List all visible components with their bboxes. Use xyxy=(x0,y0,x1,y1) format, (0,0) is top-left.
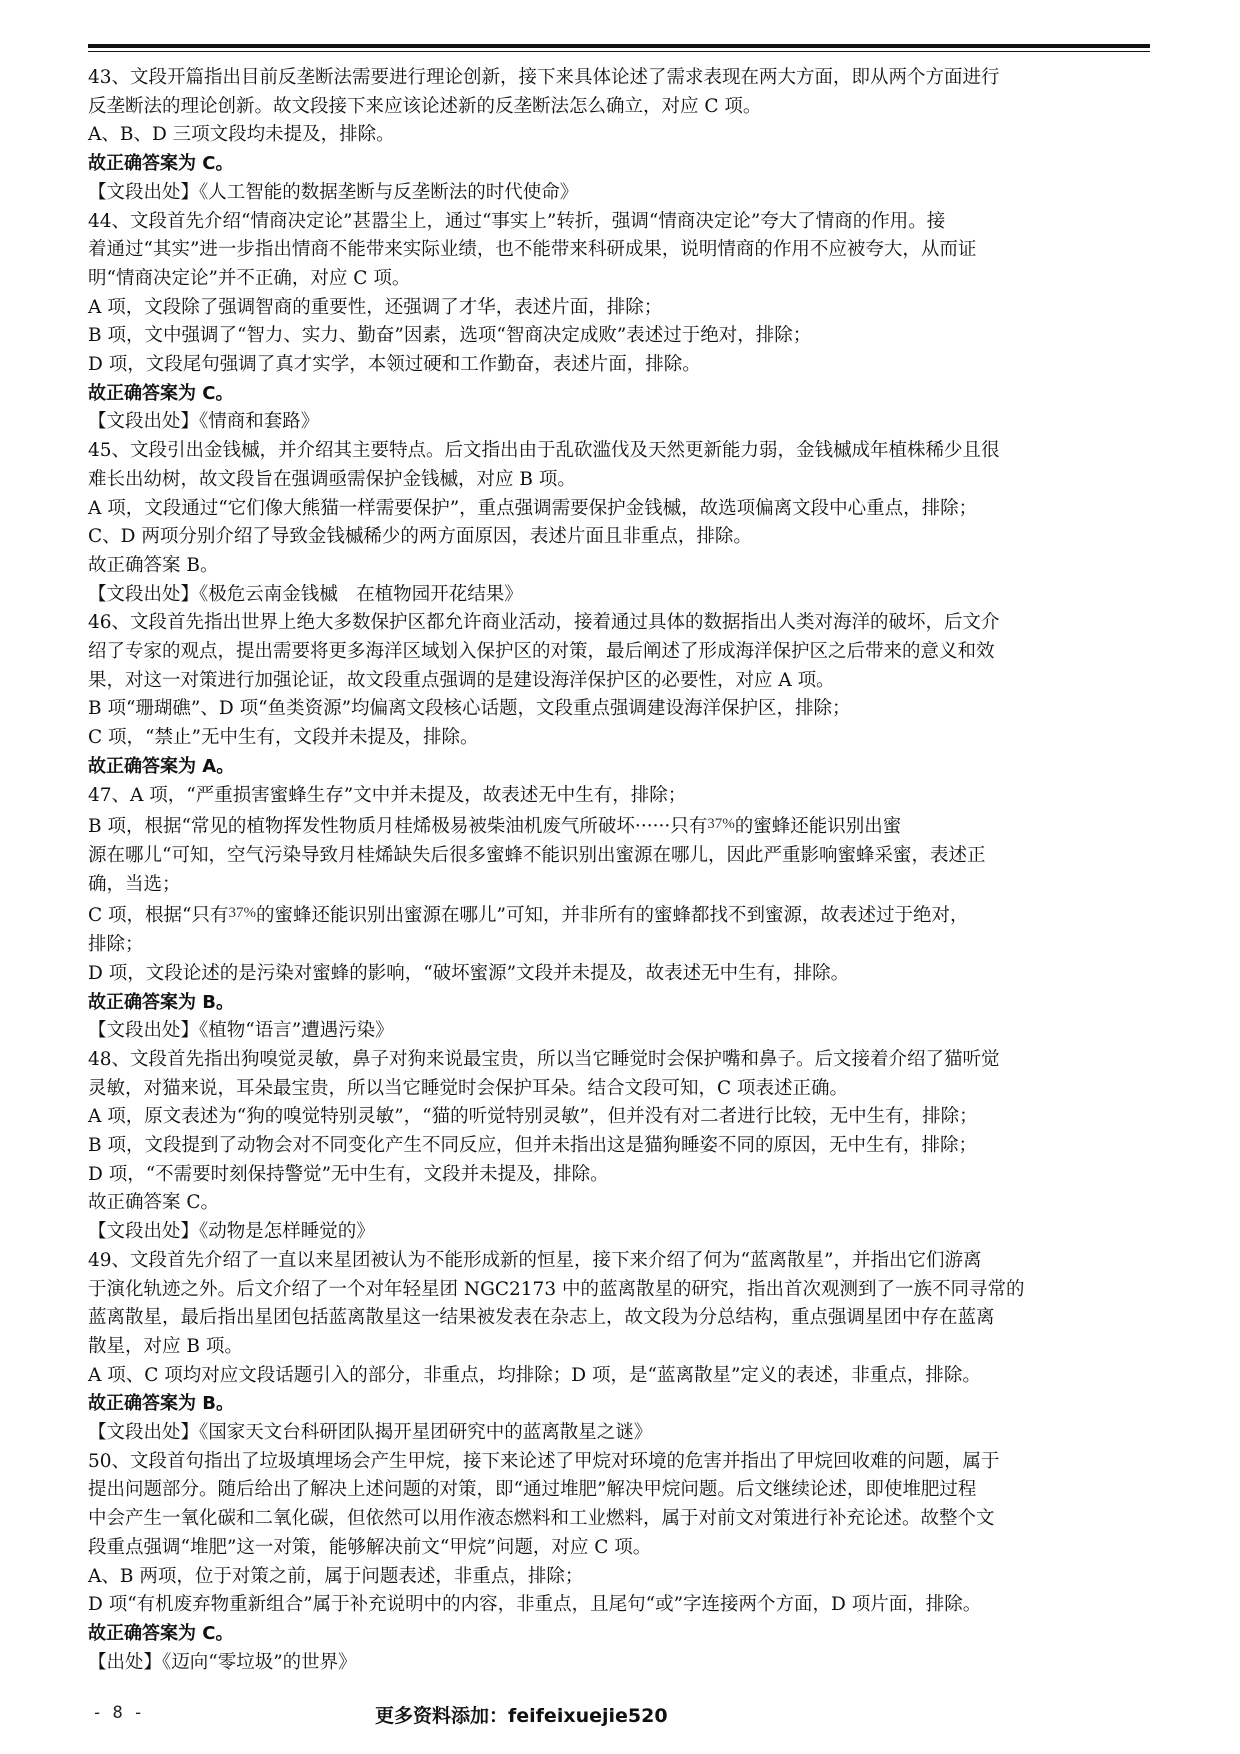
text-line xyxy=(88,1333,1150,1362)
line-text: 故正确答案 B。 xyxy=(88,554,219,576)
line-text: 故正确答案为 B。 xyxy=(88,991,234,1013)
text-line xyxy=(88,1419,1150,1448)
text-line xyxy=(88,1563,1150,1592)
line-text: 45、文段引出金钱槭，并介绍其主要特点。后文指出由于乱砍滥伐及天然更新能力弱，金钱槭成年植株稀少且很 xyxy=(88,440,1000,462)
text-line xyxy=(88,810,1150,842)
line-text: B 项“珊瑚礁”、D 项“鱼类资源”均偏离文段核心话题，文段重点强调建设海洋保护区，排除； xyxy=(88,698,851,720)
line-text: 50、文段首句指出了垃圾填埋场会产生甲烷，接下来论述了甲烷对环境的危害并指出了甲烷回收难的问题，属于 xyxy=(88,1450,1000,1472)
text-line xyxy=(88,1132,1150,1161)
line-text: 故正确答案为 A。 xyxy=(88,755,235,777)
line-text: A 项，原文表述为“狗的嗅觉特别灵敏”，“猫的听觉特别灵敏”，但并没有对二者进行比较，无中生有，排除； xyxy=(88,1106,978,1128)
line-text: D 项，文段尾句强调了真才实学，本领过硬和工作勤奋，表述片面，排除。 xyxy=(88,354,701,376)
text-line xyxy=(88,495,1150,524)
text-line xyxy=(88,695,1150,724)
percent-figure: 37% xyxy=(707,816,735,833)
text-line xyxy=(88,960,1150,989)
text-line xyxy=(88,1649,1150,1678)
text-line xyxy=(88,1505,1150,1534)
text-line xyxy=(88,236,1150,265)
answer-line xyxy=(88,753,1150,782)
text-line xyxy=(88,1046,1150,1075)
line-text: B 项，根据“常见的植物挥发性物质月桂烯极易被柴油机废气所破坏······只有 xyxy=(88,816,708,838)
text-line xyxy=(88,93,1150,122)
text-line xyxy=(88,351,1150,380)
line-text: C 项，“禁止”无中生有，文段并未提及，排除。 xyxy=(88,727,479,749)
line-text: D 项，“不需要时刻保持警觉”无中生有，文段并未提及，排除。 xyxy=(88,1163,609,1185)
text-line xyxy=(88,64,1150,93)
answer-line xyxy=(88,1620,1150,1649)
line-text: C 项，根据“只有 xyxy=(88,905,229,927)
text-line xyxy=(88,265,1150,294)
line-text: 反垄断法的理论创新。故文段接下来应该论述新的反垄断法怎么确立，对应 C 项。 xyxy=(88,95,762,117)
text-line xyxy=(88,1103,1150,1132)
text-line xyxy=(88,1218,1150,1247)
text-line xyxy=(88,871,1150,900)
text-line xyxy=(88,609,1150,638)
line-text: 灵敏，对猫来说，耳朵最宝贵，所以当它睡觉时会保护耳朵。结合文段可知，C 项表述正确。 xyxy=(88,1077,849,1099)
text-line xyxy=(88,322,1150,351)
text-line xyxy=(88,899,1150,931)
line-text: 【文段出处】《植物“语言”遭遇污染》 xyxy=(88,1020,394,1042)
text-line xyxy=(88,724,1150,753)
line-text: 故正确答案为 B。 xyxy=(88,1393,234,1415)
line-text: 43、文段开篇指出目前反垄断法需要进行理论创新，接下来具体论述了需求表现在两大方面，即从两个方面进行 xyxy=(88,67,1000,88)
answer-line xyxy=(88,380,1150,409)
text-line xyxy=(88,523,1150,552)
text-line xyxy=(88,408,1150,437)
line-text: 着通过“其实”进一步指出情商不能带来实际业绩，也不能带来科研成果，说明情商的作用不应被夸大，从而证 xyxy=(88,239,977,261)
answer-line xyxy=(88,1390,1150,1419)
line-text: D 项，文段论述的是污染对蜜蜂的影响，“破坏蜜源”文段并未提及，故表述无中生有，排除。 xyxy=(88,962,850,984)
text-line xyxy=(88,1276,1150,1305)
line-text: 源在哪儿“可知，空气污染导致月桂烯缺失后很多蜜蜂不能识别出蜜源在哪儿，因此严重影响蜜蜂采蜜，表述正 xyxy=(88,844,986,866)
answer-line xyxy=(88,989,1150,1018)
text-line xyxy=(88,121,1150,150)
text-line xyxy=(88,782,1150,811)
percent-figure: 37% xyxy=(228,905,256,922)
line-text: 段重点强调“堆肥”这一对策，能够解决前文“甲烷”问题，对应 C 项。 xyxy=(88,1536,652,1558)
text-line xyxy=(88,1247,1150,1276)
text-line xyxy=(88,1189,1150,1218)
line-text: 【文段出处】《动物是怎样睡觉的》 xyxy=(88,1221,375,1243)
line-text: 49、文段首先介绍了一直以来星团被认为不能形成新的恒星，接下来介绍了何为“蓝离散星”，并指出它们游离 xyxy=(88,1249,982,1271)
answer-line xyxy=(88,150,1150,179)
line-text: A、B、D 三项文段均未提及，排除。 xyxy=(88,124,395,146)
line-text: 【出处】《迈向“零垃圾”的世界》 xyxy=(88,1651,357,1673)
text-line xyxy=(88,842,1150,871)
footer-promo-text: 更多资料添加：feifeixuejie520 xyxy=(375,1705,668,1727)
text-line xyxy=(88,294,1150,323)
text-line xyxy=(88,1448,1150,1477)
line-text: A 项，文段通过“它们像大熊猫一样需要保护”，重点强调需要保护金钱槭，故选项偏离文段中心重点，排除； xyxy=(88,497,978,519)
line-text: 故正确答案为 C。 xyxy=(88,153,234,175)
text-line xyxy=(88,1161,1150,1190)
text-line xyxy=(88,552,1150,581)
text-line xyxy=(88,208,1150,237)
line-text: B 项，文中强调了“智力、实力、勤奋”因素，选项“智商决定成败”表述过于绝对，排除； xyxy=(88,325,812,347)
text-line xyxy=(88,1017,1150,1046)
line-text: 于演化轨迹之外。后文介绍了一个对年轻星团 NGC2173 中的蓝离散星的研究，指出首次观测到了一族不同寻常的 xyxy=(88,1278,1025,1300)
answer-explanations xyxy=(88,64,1150,1677)
text-line xyxy=(88,1304,1150,1333)
text-line xyxy=(88,1534,1150,1563)
line-text: 44、文段首先介绍“情商决定论”甚嚣尘上，通过“事实上”转折，强调“情商决定论”夸大了情商的作用。接 xyxy=(88,210,946,232)
line-text: D 项“有机废弃物重新组合”属于补充说明中的内容，非重点，且尾句“或”字连接两个方面，D 项片面，排除。 xyxy=(88,1594,982,1616)
line-text: 【文段出处】《国家天文台科研团队揭开星团研究中的蓝离散星之谜》 xyxy=(88,1422,653,1444)
line-text: 48、文段首先指出狗嗅觉灵敏，鼻子对狗来说最宝贵，所以当它睡觉时会保护嘴和鼻子。后文接着介绍了猫听觉 xyxy=(88,1048,1000,1070)
line-text: 中会产生一氧化碳和二氧化碳，但依然可以用作液态燃料和工业燃料，属于对前文对策进行补充论述。故整个文 xyxy=(88,1508,995,1530)
text-line xyxy=(88,466,1150,495)
line-text: B 项，文段提到了动物会对不同变化产生不同反应，但并未指出这是猫狗睡姿不同的原因，无中生有，排除； xyxy=(88,1135,977,1157)
line-text: A 项，文段除了强调智商的重要性，还强调了才华，表述片面，排除； xyxy=(88,296,663,318)
line-text-continued: 的蜜蜂还能识别出蜜源在哪儿”可知，并非所有的蜜蜂都找不到蜜源，故表述过于绝对， xyxy=(256,905,969,927)
text-line xyxy=(88,581,1150,610)
line-text: 绍了专家的观点，提出需要将更多海洋区域划入保护区的对策，最后阐述了形成海洋保护区之后带来的意义和效 xyxy=(88,641,995,663)
line-text: 明“情商决定论”并不正确，对应 C 项。 xyxy=(88,267,411,289)
line-text: 【文段出处】《人工智能的数据垄断与反垄断法的时代使命》 xyxy=(88,181,579,203)
line-text: 46、文段首先指出世界上绝大多数保护区都允许商业活动，接着通过具体的数据指出人类对海洋的破坏，后文介 xyxy=(88,612,1000,634)
line-text: 故正确答案为 C。 xyxy=(88,382,234,404)
line-text-continued: 的蜜蜂还能识别出蜜 xyxy=(734,816,902,838)
line-text: 故正确答案 C。 xyxy=(88,1192,220,1214)
text-line xyxy=(88,1362,1150,1391)
text-line xyxy=(88,1591,1150,1620)
line-text: A、B 两项，位于对策之前，属于问题表述，非重点，排除； xyxy=(88,1565,584,1587)
line-text: 确，当选； xyxy=(88,873,181,895)
line-text: 散星，对应 B 项。 xyxy=(88,1335,243,1357)
line-text: 蓝离散星，最后指出星团包括蓝离散星这一结果被发表在杂志上，故文段为分总结构，重点强调星团中存在蓝离 xyxy=(88,1307,995,1329)
line-text: A 项、C 项均对应文段话题引入的部分，非重点，均排除；D 项，是“蓝离散星”定义的表述，非重点，排除。 xyxy=(88,1364,981,1386)
header-rule-thin xyxy=(88,51,1150,52)
page-number: - 8 - xyxy=(92,1703,144,1723)
line-text: 47、A 项，“严重损害蜜蜂生存”文中并未提及，故表述无中生有，排除； xyxy=(88,784,687,806)
text-line xyxy=(88,1476,1150,1505)
line-text: C、D 两项分别介绍了导致金钱槭稀少的两方面原因，表述片面且非重点，排除。 xyxy=(88,526,752,548)
text-line xyxy=(88,638,1150,667)
header-rule-thick xyxy=(88,44,1150,48)
text-line xyxy=(88,667,1150,696)
line-text: 【文段出处】《情商和套路》 xyxy=(88,411,320,433)
text-line xyxy=(88,1075,1150,1104)
line-text: 故正确答案为 C。 xyxy=(88,1622,234,1644)
text-line xyxy=(88,931,1150,960)
line-text: 【文段出处】《极危云南金钱槭 在植物园开花结果》 xyxy=(88,583,523,605)
line-text: 排除； xyxy=(88,934,144,956)
line-text: 提出问题部分。随后给出了解决上述问题的对策，即“通过堆肥”解决甲烷问题。后文继续论述，即使堆肥过程 xyxy=(88,1479,977,1501)
line-text: 难长出幼树，故文段旨在强调亟需保护金钱槭，对应 B 项。 xyxy=(88,468,576,490)
text-line xyxy=(88,437,1150,466)
text-line xyxy=(88,179,1150,208)
line-text: 果，对这一对策进行加强论证，故文段重点强调的是建设海洋保护区的必要性，对应 A 项。 xyxy=(88,669,835,691)
